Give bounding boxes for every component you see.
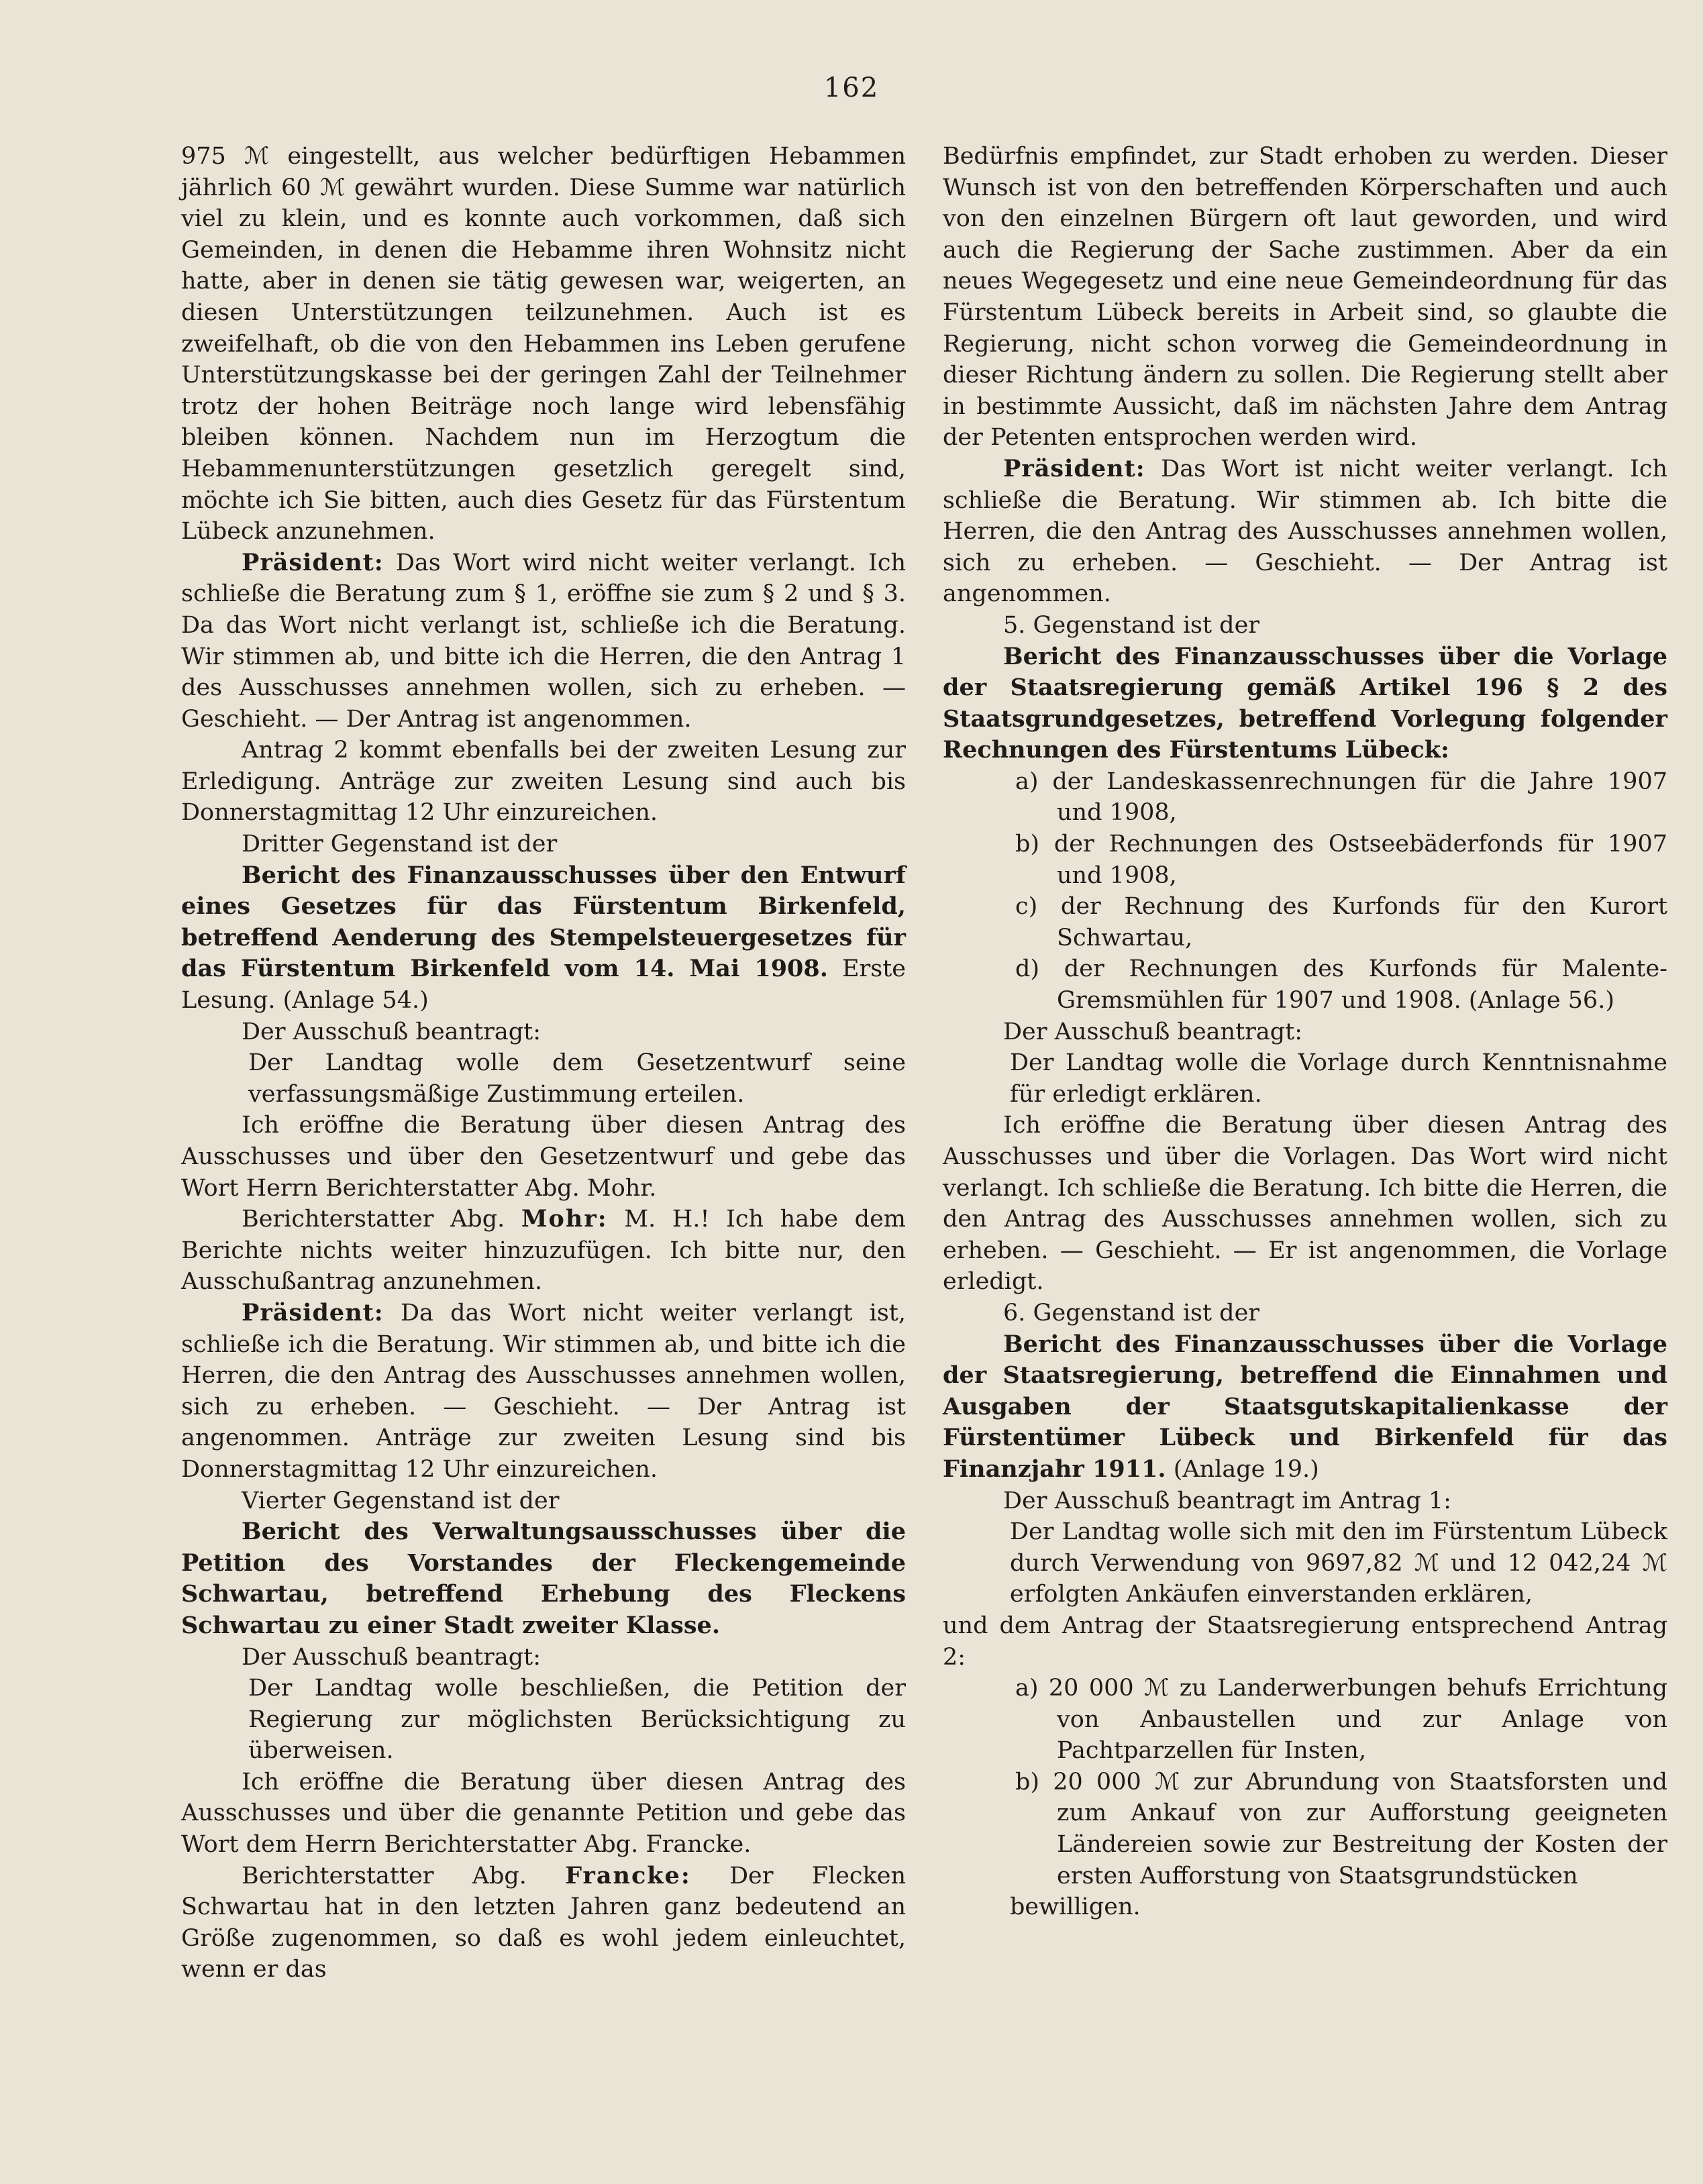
agenda-item-intro: Dritter Gegenstand ist der bbox=[242, 831, 558, 858]
speech-text: Da das Wort nicht weiter verlangt ist, schließe ich die Beratung. Wir stimmen ab, und bitte ich die Herren, die den Antrag des Ausschusses annehmen wollen, sich zu erheben. — Geschieht. — Der Antrag ist angenommen. Anträge zur zweiten Lesung sind bis Donnerstagmittag 12 Uhr einzureichen. bbox=[181, 1299, 906, 1483]
rapporteur-statement bbox=[181, 1861, 906, 1985]
paragraph: Bedürfnis empfindet, zur Stadt erhoben zu werden. Dieser Wunsch ist von den betreffenden Körperschaften und auch von den einzelnen Bürgern oft laut geworden, und wird auch die Regierung der Sache zustimmen. Aber da ein neues Wegegesetz und eine neue Gemeindeordnung für das Fürstentum Lübeck bereits in Arbeit sind, so glaubte die Regierung, nicht schon vorweg die Gemeindeordnung in dieser Richtung ändern zu sollen. Die Regierung stellt aber in bestimmte Aussicht, daß im nächsten Jahre dem Antrag der Petenten entsprochen werden wird. bbox=[943, 143, 1667, 452]
agenda-item-intro: 5. Gegenstand ist der bbox=[1003, 611, 1260, 639]
list-item: b) 20 000 ℳ zur Abrundung von Staatsforsten und zum Ankauf von zur Aufforstung geeigneten Ländereien sowie zur Bestreitung der Kosten der ersten Aufforstung von Staatsgrundstücken bbox=[1015, 1768, 1667, 1889]
agenda-item-title: Bericht des Verwaltungsausschusses über die Petition des Vorstandes der Fleckengemeinde Schwartau, betreffend Erhebung des Fleckens Schwartau zu einer Stadt zweiter Klasse. bbox=[181, 1518, 906, 1639]
paragraph: 975 ℳ eingestellt, aus welcher bedürftigen Hebammen jährlich 60 ℳ gewährt wurden. Diese Summe war natürlich viel zu klein, und es konnte auch vorkommen, daß sich Gemeinden, in denen die Hebamme ihren Wohnsitz nicht hatte, aber in denen sie tätig gewesen war, weigerten, an diesen Unterstützungen teilzunehmen. Auch ist es zweifelhaft, ob die von den Hebammen ins Leben gerufene Unterstützungskasse bei der geringen Zahl der Teilnehmer trotz der hohen Beiträge noch lange wird lebensfähig bleiben können. Nachdem nun im Herzogtum die Hebammenunterstützungen gesetzlich geregelt sind, möchte ich Sie bitten, auch dies Gesetz für das Fürstentum Lübeck anzunehmen. bbox=[181, 143, 906, 545]
right-column bbox=[943, 141, 1667, 1923]
speaker-label: Präsident: bbox=[242, 1298, 384, 1327]
closing-text: bewilligen. bbox=[1010, 1893, 1141, 1921]
paragraph: Ich eröffne die Beratung über diesen Antrag des Ausschusses und über die genannte Petition und gebe das Wort dem Herrn Berichterstatter Abg. Francke. bbox=[181, 1768, 906, 1859]
list-item: d) der Rechnungen des Kurfonds für Malente-Gremsmühlen für 1907 und 1908. (Anlage 56.) bbox=[1015, 955, 1667, 1015]
list-item: c) der Rechnung des Kurfonds für den Kurort Schwartau, bbox=[1015, 893, 1667, 951]
paragraph: und dem Antrag der Staatsregierung entsprechend Antrag 2: bbox=[943, 1612, 1667, 1671]
committee-motion-label: Der Ausschuß beantragt: bbox=[242, 1643, 541, 1671]
paragraph: Ich eröffne die Beratung über diesen Antrag des Ausschusses und über die Vorlagen. Das Wort wird nicht verlangt. Ich schließe die Beratung. Ich bitte die Herren, die den Antrag des Ausschusses annehmen wollen, sich zu erheben. — Geschieht. — Er ist angenommen, die Vorlage erledigt. bbox=[943, 1112, 1667, 1296]
rapporteur-statement bbox=[181, 1204, 906, 1298]
agenda-item-title bbox=[181, 860, 906, 1017]
committee-motion-text: Der Landtag wolle die Vorlage durch Kenntnisnahme für erledigt erklären. bbox=[1010, 1049, 1667, 1108]
agenda-title-tail: (Anlage 19.) bbox=[1166, 1455, 1319, 1483]
committee-motion-text: Der Landtag wolle sich mit den im Fürstentum Lübeck durch Verwendung von 9697,82 ℳ und 12 042,24 ℳ erfolgten Ankäufen einverstanden erklären, bbox=[1010, 1518, 1667, 1608]
list-item: b) der Rechnungen des Ostseebäderfonds für 1907 und 1908, bbox=[1015, 831, 1667, 889]
speaker-label: Mohr: bbox=[521, 1205, 608, 1233]
paragraph: Ich eröffne die Beratung über diesen Antrag des Ausschusses und über den Gesetzentwurf und gebe das Wort Herrn Berichterstatter Abg. Mohr. bbox=[181, 1112, 906, 1202]
list-item: a) 20 000 ℳ zu Landerwerbungen behufs Errichtung von Anbaustellen und zur Anlage von Pachtparzellen für Insten, bbox=[1015, 1675, 1667, 1765]
committee-motion-text: Der Landtag wolle beschließen, die Petition der Regierung zur möglichsten Berücksichtigung zu überweisen. bbox=[248, 1675, 906, 1765]
agenda-title-text: Bericht des Finanzausschusses über den Entwurf eines Gesetzes für das Fürstentum Birkenfeld, betreffend Aenderung des Stempelsteuergesetzes für das Fürstentum Birkenfeld vom 14. Mai 1908. bbox=[181, 861, 906, 983]
agenda-title-tail: Erste Lesung. (Anlage 54.) bbox=[181, 955, 906, 1015]
page-number: 162 bbox=[823, 72, 880, 103]
speaker-prefix: Berichterstatter Abg. bbox=[242, 1206, 521, 1233]
committee-motion-label: Der Ausschuß beantragt im Antrag 1: bbox=[1003, 1487, 1451, 1514]
speech-text: Der Flecken Schwartau hat in den letzten Jahren ganz bedeutend an Größe zugenommen, so daß es wohl jedem einleuchtet, wenn er das bbox=[181, 1862, 906, 1983]
agenda-item-intro: Vierter Gegenstand ist der bbox=[242, 1487, 560, 1514]
speech-text: Das Wort ist nicht weiter verlangt. Ich schließe die Beratung. Wir stimmen ab. Ich bitte die Herren, die den Antrag des Ausschusses annehmen wollen, sich zu erheben. — Geschieht. — Der Antrag ist angenommen. bbox=[943, 455, 1667, 608]
agenda-item-title: Bericht des Finanzausschusses über die Vorlage der Staatsregierung gemäß Artikel 196 § 2 des Staatsgrundgesetzes, betreffend Vorlegung folgender Rechnungen des Fürstentums Lübeck: bbox=[943, 642, 1667, 764]
agenda-title-text: Bericht des Finanzausschusses über die Vorlage der Staatsregierung, betreffend die Einnahmen und Ausgaben der Staatsgutskapitalienkasse der Fürstentümer Lübeck und Birkenfeld für das Finanzjahr 1911. bbox=[943, 1330, 1667, 1483]
speaker-label: Präsident: bbox=[242, 548, 384, 576]
committee-motion-label: Der Ausschuß beantragt: bbox=[1003, 1018, 1303, 1045]
committee-motion-text: Der Landtag wolle dem Gesetzentwurf seine verfassungsmäßige Zustimmung erteilen. bbox=[248, 1049, 906, 1108]
speech-text: M. H.! Ich habe dem Berichte nichts weiter hinzuzufügen. Ich bitte nur, den Ausschußantrag anzunehmen. bbox=[181, 1206, 906, 1296]
paragraph: Antrag 2 kommt ebenfalls bei der zweiten Lesung zur Erledigung. Anträge zur zweiten Lesung sind auch bis Donnerstagmittag 12 Uhr einzureichen. bbox=[181, 737, 906, 827]
committee-motion-label: Der Ausschuß beantragt: bbox=[242, 1018, 541, 1045]
left-column bbox=[181, 141, 906, 1985]
president-statement bbox=[181, 1298, 906, 1486]
speaker-label: Präsident: bbox=[1003, 454, 1145, 482]
list-item: a) der Landeskassenrechnungen für die Jahre 1907 und 1908, bbox=[1015, 768, 1667, 827]
agenda-item-title bbox=[943, 1329, 1667, 1486]
speaker-prefix: Berichterstatter Abg. bbox=[242, 1862, 566, 1889]
president-statement bbox=[181, 548, 906, 735]
agenda-item-intro: 6. Gegenstand ist der bbox=[1003, 1299, 1260, 1327]
speaker-label: Francke: bbox=[565, 1861, 691, 1889]
president-statement bbox=[943, 454, 1667, 610]
speech-text: Das Wort wird nicht weiter verlangt. Ich schließe die Beratung zum § 1, eröffne sie zum § 2 und § 3. Da das Wort nicht verlangt ist, schließe ich die Beratung. Wir stimmen ab, und bitte ich die Herren, die den Antrag 1 des Ausschusses annehmen wollen, sich zu erheben. — Geschieht. — Der Antrag ist angenommen. bbox=[181, 549, 906, 733]
